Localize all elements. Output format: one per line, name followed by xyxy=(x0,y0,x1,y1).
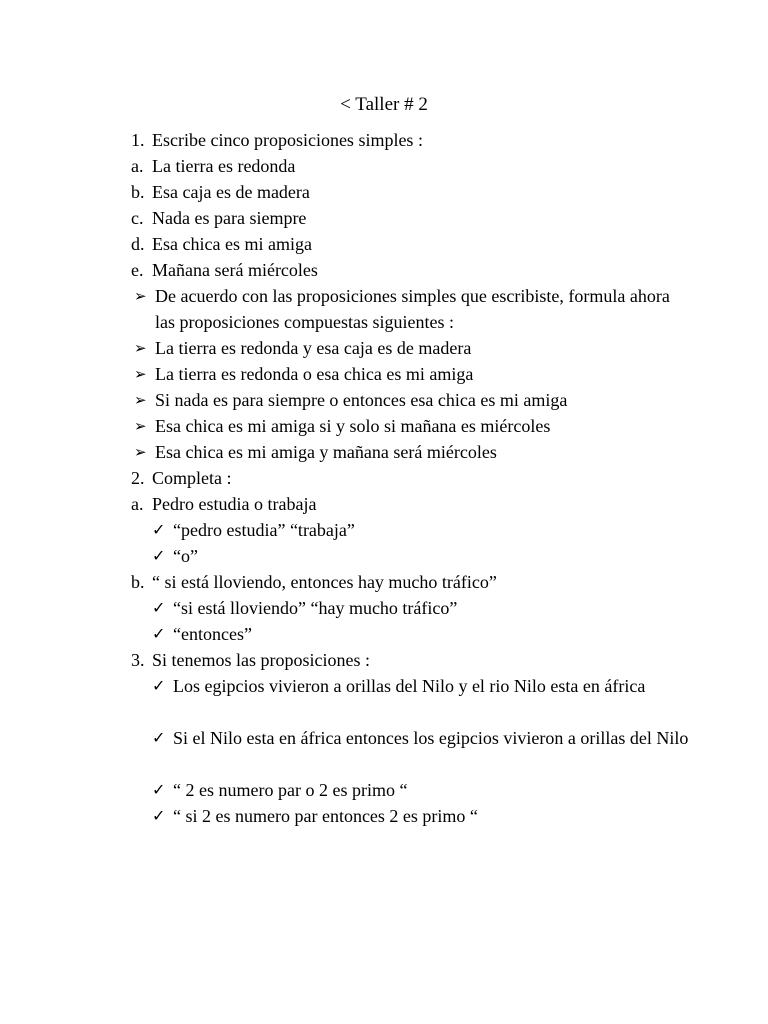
check-bullet-item xyxy=(131,803,691,829)
list-item-text: Mañana será miércoles xyxy=(152,260,318,280)
list-item-text: Los egipcios vivieron a orillas del Nilo y el rio Nilo esta en áfrica xyxy=(173,676,646,696)
list-item-text: Pedro estudia o trabaja xyxy=(152,494,317,514)
arrow-bullet-icon: ➢ xyxy=(134,417,147,435)
arrow-bullet-item xyxy=(131,335,691,361)
list-marker: e. xyxy=(131,260,144,280)
list-item xyxy=(131,569,691,595)
list-marker: a. xyxy=(131,156,144,176)
checkmark-icon: ✓ xyxy=(152,598,166,617)
list-marker: 2. xyxy=(131,468,145,488)
list-item xyxy=(131,231,691,257)
list-marker: c. xyxy=(131,208,144,228)
arrow-bullet-icon: ➢ xyxy=(134,339,147,357)
arrow-bullet-item xyxy=(131,439,691,465)
arrow-bullet-item xyxy=(131,413,691,439)
list-marker: a. xyxy=(131,494,144,514)
checkmark-icon: ✓ xyxy=(152,624,166,643)
list-item-text: La tierra es redonda xyxy=(152,156,296,176)
document-title: < Taller # 2 xyxy=(340,94,428,115)
list-item-text: “ 2 es numero par o 2 es primo “ xyxy=(173,780,408,800)
list-item-text: Esa chica es mi amiga si y solo si mañana es miércoles xyxy=(155,416,551,436)
checkmark-icon: ✓ xyxy=(152,780,166,799)
list-item-text: “o” xyxy=(173,546,198,566)
list-item xyxy=(131,127,691,153)
checkmark-icon: ✓ xyxy=(152,546,166,565)
list-item xyxy=(131,491,691,517)
list-item-text: Esa caja es de madera xyxy=(152,182,310,202)
list-item-text: Escribe cinco proposiciones simples : xyxy=(152,130,423,150)
document-body xyxy=(131,127,691,829)
list-item-text: Nada es para siempre xyxy=(152,208,307,228)
arrow-bullet-icon: ➢ xyxy=(134,391,147,409)
list-item-text: Si el Nilo esta en áfrica entonces los egipcios vivieron a orillas del Nilo xyxy=(173,728,689,748)
list-item-text: “ si está lloviendo, entonces hay mucho tráfico” xyxy=(152,572,497,592)
list-marker: d. xyxy=(131,234,145,254)
checkmark-icon: ✓ xyxy=(152,728,166,747)
list-marker: b. xyxy=(131,572,145,592)
list-item-text: “ si 2 es numero par entonces 2 es primo “ xyxy=(173,806,478,826)
checkmark-icon: ✓ xyxy=(152,520,166,539)
list-marker: 3. xyxy=(131,650,145,670)
check-bullet-item xyxy=(131,621,691,647)
list-item-text: Si tenemos las proposiciones : xyxy=(152,650,370,670)
list-item-text: Esa chica es mi amiga y mañana será miércoles xyxy=(155,442,497,462)
checkmark-icon: ✓ xyxy=(152,806,166,825)
arrow-bullet-icon: ➢ xyxy=(134,365,147,383)
list-item-text: Esa chica es mi amiga xyxy=(152,234,312,254)
check-bullet-item xyxy=(131,595,691,621)
list-item xyxy=(131,205,691,231)
list-item-text: “si está lloviendo” “hay mucho tráfico” xyxy=(173,598,458,618)
check-bullet-item xyxy=(131,517,691,543)
list-item-text: “entonces” xyxy=(173,624,252,644)
list-item-text: Completa : xyxy=(152,468,232,488)
list-item-text: Si nada es para siempre o entonces esa chica es mi amiga xyxy=(155,390,568,410)
arrow-bullet-icon: ➢ xyxy=(134,287,147,305)
list-item xyxy=(131,465,691,491)
check-bullet-item xyxy=(131,673,691,725)
list-item xyxy=(131,179,691,205)
arrow-bullet-icon: ➢ xyxy=(134,443,147,461)
list-item xyxy=(131,257,691,283)
list-marker: b. xyxy=(131,182,145,202)
list-item xyxy=(131,647,691,673)
list-item-text: La tierra es redonda y esa caja es de madera xyxy=(155,338,472,358)
list-item xyxy=(131,153,691,179)
list-item-text: “pedro estudia” “trabaja” xyxy=(173,520,355,540)
check-bullet-item xyxy=(131,543,691,569)
arrow-bullet-item xyxy=(131,387,691,413)
check-bullet-item xyxy=(131,777,691,803)
checkmark-icon: ✓ xyxy=(152,676,166,695)
list-item-text: De acuerdo con las proposiciones simples que escribiste, formula ahora las proposiciones compuestas siguientes : xyxy=(155,286,675,332)
list-item-text: La tierra es redonda o esa chica es mi amiga xyxy=(155,364,474,384)
arrow-bullet-item xyxy=(131,283,691,335)
arrow-bullet-item xyxy=(131,361,691,387)
list-marker: 1. xyxy=(131,130,145,150)
check-bullet-item xyxy=(131,725,691,777)
